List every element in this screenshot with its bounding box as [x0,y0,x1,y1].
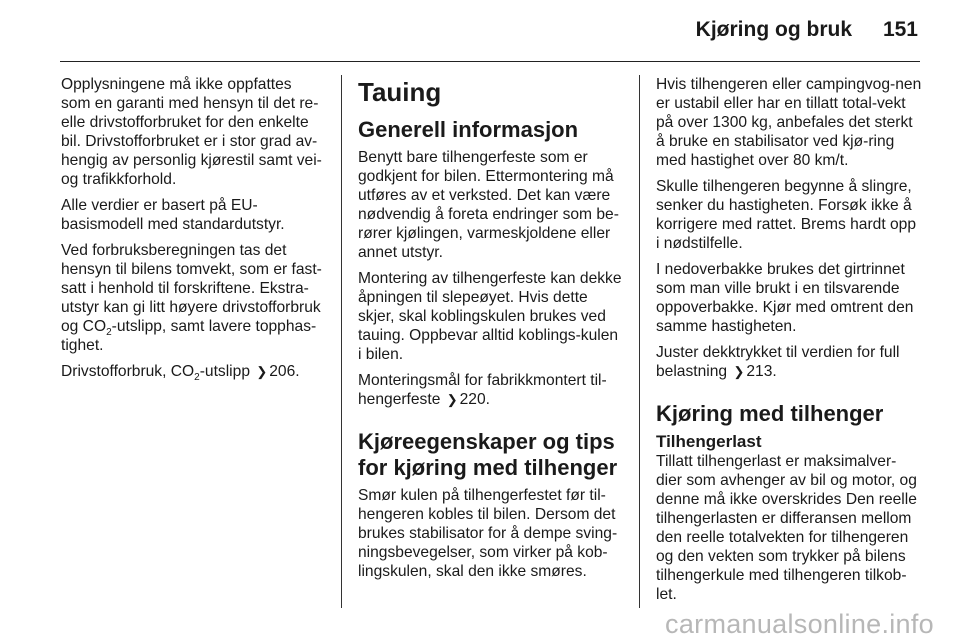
page-reference[interactable]: 206. [269,363,300,380]
column-3 [656,75,922,611]
column-2 [358,75,623,588]
paragraph: Hvis tilhengeren eller campingvog-nen er ustabil eller har en tillatt total-vekt på over 1300 kg, anbefales det sterkt å bruke en stabilisator ved kjø-ring med hastighet over 80 km/t. [656,76,922,169]
page-header [0,18,960,48]
page-number: 151 [882,18,918,41]
heading-driving-tips: Kjøreegenskaper og tips for kjøring med tilhenger [358,429,618,480]
heading-general-info: Generell informasjon [358,117,579,142]
paragraph: Monteringsmål for fabrikkmontert til-hengerfeste ❯ 220. [358,372,607,408]
paragraph: I nedoverbakke brukes det girtrinnet som man ville brukt i en tilsvarende oppoverbakke. Kjør med omtrent den samme hastigheten. [656,261,914,335]
paragraph: Juster dekktrykket til verdien for full belastning ❯ 213. [656,344,900,380]
header-rule [60,61,920,62]
column-divider [341,75,342,608]
paragraph: Montering av tilhengerfeste kan dekke åpningen til slepeøyet. Hvis dette skjer, skal koblingskulen brukes ved tauing. Oppbevar alltid koblings-kulen i bilen. [358,270,622,363]
section-title: Kjøring og bruk [695,18,852,41]
paragraph: Drivstofforbruk, $CO_2$-utslipp ❯ 206. [61,363,300,384]
watermark: carmanualsonline.info [665,609,934,639]
paragraph: Alle verdier er basert på EU-basismodell med standardutstyr. [61,197,285,233]
heading-trailer-driving: Kjøring med tilhenger [656,401,884,426]
column-divider [639,75,640,608]
page-reference[interactable]: 213. [746,363,777,380]
chevron-right-icon: ❯ [256,364,268,379]
paragraph: Ved forbruksberegningen tas det hensyn til bilens tomvekt, som er fast-satt i henhold til forskriftene. Ekstra-utstyr kan gi litt høyere drivstofforbruk og $CO_2$-utslipp, samt lavere topphas-tighet. [61,242,322,354]
paragraph: Benytt bare tilhengerfeste som er godkjent for bilen. Ettermontering må utføres av et verksted. Det kan være nødvendig å foreta endringer som be-rører kjølingen, varmeskjoldene eller annet utstyr. [358,149,619,261]
heading-tauing: Tauing [358,77,442,107]
chevron-right-icon: ❯ [446,392,458,407]
chevron-right-icon: ❯ [733,364,745,379]
paragraph: Opplysningene må ikke oppfattes som en garanti med hensyn til det re-elle drivstofforbruket for den enkelte bil. Drivstofforbruket er i stor grad av-hengig av personlig kjørestil samt vei- og trafikkforhold. [61,76,322,188]
page-reference[interactable]: 220. [459,391,490,408]
paragraph: Tillatt tilhengerlast er maksimalver-dier som avhenger av bil og motor, og denne må ikke overskrides Den reelle tilhengerlasten er differansen mellom den reelle totalvekten for tilhengeren og den vekten som trykker på bilens tilhengerkule med tilhengeren tilkob-let. [656,453,917,603]
heading-trailer-load: Tilhengerlast [656,432,762,451]
paragraph: Smør kulen på tilhengerfestet før til-hengeren kobles til bilen. Dersom det brukes stabilisator for å dempe sving-ningsbevegelser, som virker på kob-lingskulen, skal den ikke smøres. [358,487,618,580]
column-1 [61,75,324,388]
paragraph: Skulle tilhengeren begynne å slingre, senker du hastigheten. Forsøk ikke å korrigere med rattet. Brems hardt opp i nødstilfelle. [656,178,917,252]
